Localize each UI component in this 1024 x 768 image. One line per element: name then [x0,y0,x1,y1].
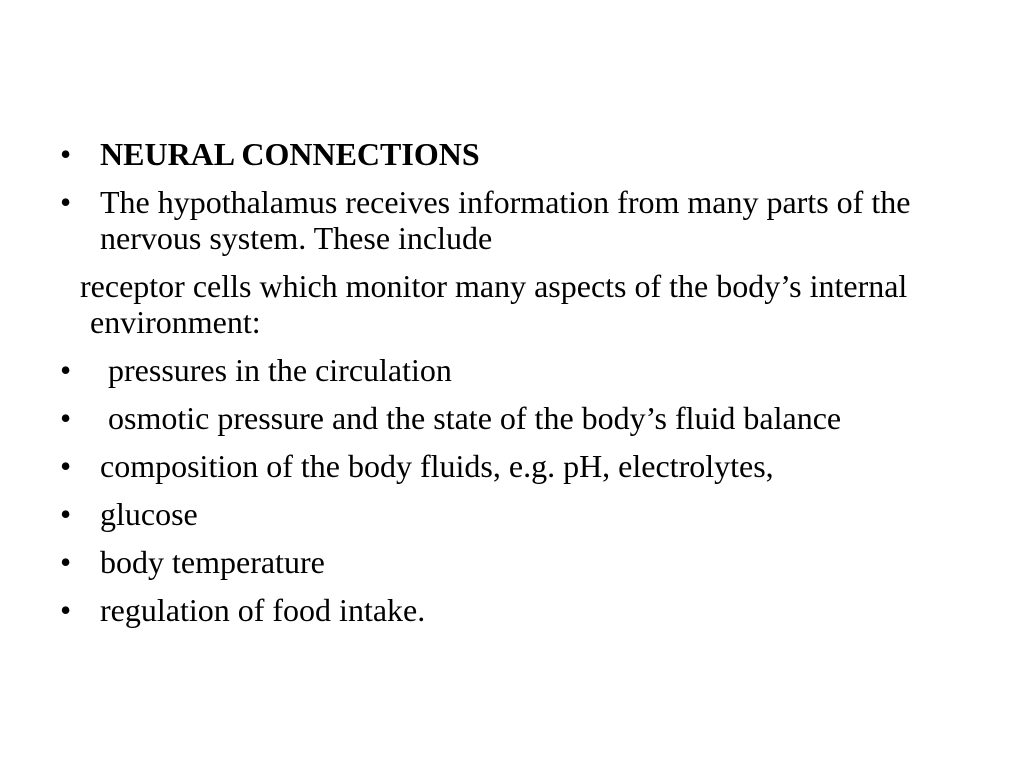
bullet-icon: • [60,352,72,388]
list-item-text: osmotic pressure and the state of the body’s fluid balance [100,400,842,436]
bullet-icon: • [60,184,72,220]
bullet-list [60,136,960,628]
list-item-glucose [60,496,960,532]
list-item-pressures [60,352,960,388]
bullet-icon: • [60,400,72,436]
list-item-neural-connections [60,136,960,172]
bullet-icon: • [60,136,72,172]
list-item-text: body temperature [100,544,325,580]
list-item-food-intake [60,592,960,628]
list-item-body-temperature [60,544,960,580]
heading-text: NEURAL CONNECTIONS [100,136,480,172]
list-item-text: regulation of food intake. [100,592,426,628]
list-item-text: receptor cells which monitor many aspects of the body’s internal environment: [80,268,916,340]
list-item-text: composition of the body fluids, e.g. pH, electrolytes, [100,448,774,484]
bullet-icon: • [60,592,72,628]
list-item-text: The hypothalamus receives information from many parts of the nervous system. These include [100,184,911,256]
list-item-composition [60,448,960,484]
list-item-hypothalamus [60,184,960,256]
list-item-text: pressures in the circulation [100,352,452,388]
list-item-osmotic [60,400,960,436]
list-item-text: glucose [100,496,198,532]
bullet-icon: • [60,448,72,484]
list-item-receptor-cells [60,268,960,340]
bullet-icon: • [60,496,72,532]
bullet-icon: • [60,544,72,580]
